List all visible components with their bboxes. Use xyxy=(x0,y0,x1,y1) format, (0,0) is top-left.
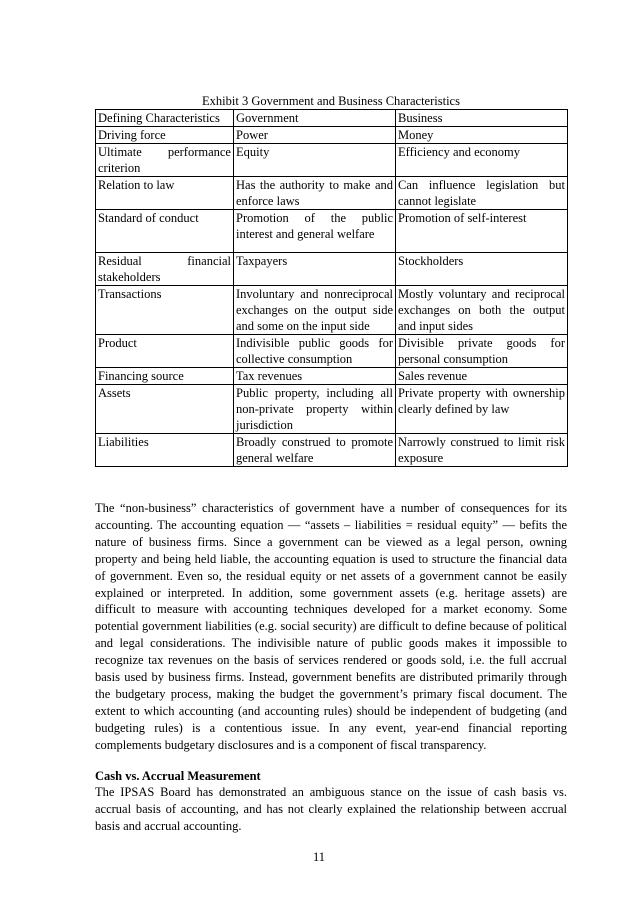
table-cell: Promotion of the public interest and general welfare xyxy=(234,210,396,253)
table-cell: Broadly construed to promote general welfare xyxy=(234,434,396,467)
section-heading: Cash vs. Accrual Measurement xyxy=(95,769,261,783)
table-row xyxy=(96,144,568,177)
table-cell: Divisible private goods for personal consumption xyxy=(396,335,568,368)
exhibit-table xyxy=(95,109,568,467)
table-header-cell: Business xyxy=(396,110,568,127)
table-cell: Taxpayers xyxy=(234,253,396,286)
table-cell: Liabilities xyxy=(96,434,234,467)
table-cell: Promotion of self-interest xyxy=(396,210,568,253)
table-cell: Stockholders xyxy=(396,253,568,286)
table-row xyxy=(96,434,568,467)
table-cell: Ultimate performance criterion xyxy=(96,144,234,177)
table-row xyxy=(96,286,568,335)
table-cell: Residual financial stakeholders xyxy=(96,253,234,286)
table-cell: Has the authority to make and enforce laws xyxy=(234,177,396,210)
table-cell: Efficiency and economy xyxy=(396,144,568,177)
table-row xyxy=(96,368,568,385)
table-cell: Public property, including all non-private property within jurisdiction xyxy=(234,385,396,434)
table-row xyxy=(96,385,568,434)
table-cell: Involuntary and nonreciprocal exchanges on the output side and some on the input side xyxy=(234,286,396,335)
table-header-row xyxy=(96,110,568,127)
table-header-cell: Defining Characteristics xyxy=(96,110,234,127)
page-number: 11 xyxy=(312,850,326,864)
table-cell: Transactions xyxy=(96,286,234,335)
table-cell: Standard of conduct xyxy=(96,210,234,253)
table-cell: Indivisible public goods for collective consumption xyxy=(234,335,396,368)
table-cell: Product xyxy=(96,335,234,368)
table-cell: Mostly voluntary and reciprocal exchanges on both the output and input sides xyxy=(396,286,568,335)
table-cell: Narrowly construed to limit risk exposure xyxy=(396,434,568,467)
table-row xyxy=(96,210,568,253)
table-row xyxy=(96,335,568,368)
table-cell: Money xyxy=(396,127,568,144)
table-cell: Financing source xyxy=(96,368,234,385)
table-cell: Sales revenue xyxy=(396,368,568,385)
body-paragraph: The IPSAS Board has demonstrated an ambiguous stance on the issue of cash basis vs. accrual basis of accounting, and has not clearly explained the relationship between accrual basis and accrual accounting. xyxy=(95,785,567,833)
table-cell: Relation to law xyxy=(96,177,234,210)
table-header-cell: Government xyxy=(234,110,396,127)
table-cell: Driving force xyxy=(96,127,234,144)
table-cell: Private property with ownership clearly defined by law xyxy=(396,385,568,434)
table-row xyxy=(96,127,568,144)
table-cell: Can influence legislation but cannot legislate xyxy=(396,177,568,210)
table-cell: Power xyxy=(234,127,396,144)
table-row xyxy=(96,177,568,210)
table-cell: Assets xyxy=(96,385,234,434)
table-cell: Tax revenues xyxy=(234,368,396,385)
table-row xyxy=(96,253,568,286)
table-cell: Equity xyxy=(234,144,396,177)
body-paragraph: The “non-business” characteristics of government have a number of consequences for its accounting. The accounting equation — “assets – liabilities = residual equity” — befits the nature of business firms. Since a government can be viewed as a legal person, owning property and being held liable, the accounting equation is used to structure the financial data of government. Even so, the residual equity or net assets of a government cannot be easily explained or interpreted. In addition, some government assets (e.g. heritage assets) are difficult to measure with accounting techniques developed for a market economy. Some potential government liabilities (e.g. social security) are difficult to define because of political and legal considerations. The indivisible nature of public goods makes it impossible to recognize tax revenues on the basis of services rendered or goods sold, i.e. the full accrual basis used by business firms. Instead, government benefits are distributed primarily through the budgetary process, making the budget the government’s primary fiscal document. The extent to which accounting (and accounting rules) should be independent of budgeting (and budgeting rules) is a contentious issue. In any event, year-end financial reporting complements budgetary disclosures and is a component of fiscal transparency. xyxy=(95,501,567,752)
exhibit-caption: Exhibit 3 Government and Business Characteristics xyxy=(202,94,460,108)
